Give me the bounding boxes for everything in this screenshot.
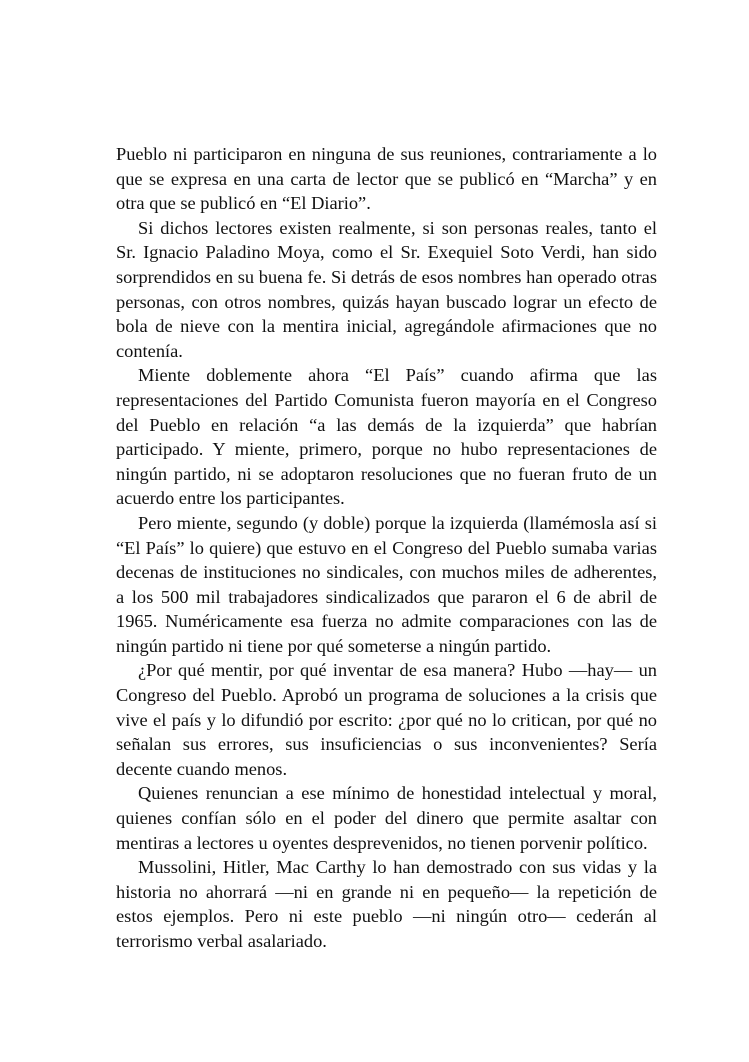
paragraph: Si dichos lectores existen realmente, si son personas reales, tanto el Sr. Ignacio Paladino Moya, como el Sr. Exequiel Soto Verdi, han sido sorprendidos en su buena fe. Si detrás de esos nombres han operado otras personas, con otros nombres, quizás hayan buscado lograr un efecto de bola de nieve con la mentira inicial, agregándole afirmaciones que no contenía. xyxy=(116,217,657,361)
body-text xyxy=(116,142,657,954)
paragraph: Quienes renuncian a ese mínimo de honestidad intelectual y moral, quienes confían sólo en el poder del dinero que permite asaltar con mentiras a lectores u oyentes desprevenidos, no tienen porvenir político. xyxy=(116,783,657,853)
paragraph: ¿Por qué mentir, por qué inventar de esa manera? Hubo —hay— un Congreso del Pueblo. Aprobó un programa de soluciones a la crisis que vive el país y lo difundió por escrito: ¿por qué no lo critican, por qué no señalan sus errores, sus insuficiencias o sus inconvenientes? Sería decente cuando menos. xyxy=(116,660,657,779)
paragraph: Mussolini, Hitler, Mac Carthy lo han demostrado con sus vidas y la historia no ahorrará —ni en grande ni en pequeño— la repetición de estos ejemplos. Pero ni este pueblo —ni ningún otro— cederán al terrorismo verbal asalariado. xyxy=(116,857,657,951)
paragraph-continuation: Pueblo ni participaron en ninguna de sus reuniones, contrariamente a lo que se expresa en una carta de lector que se publicó en “Marcha” y en otra que se publicó en “El Diario”. xyxy=(116,144,657,214)
paragraph: Miente doblemente ahora “El País” cuando afirma que las representaciones del Partido Comunista fueron mayoría en el Congreso del Pueblo en relación “a las demás de la izquierda” que habrían participado. Y miente, primero, porque no hubo representaciones de ningún partido, ni se adoptaron resoluciones que no fueran fruto de un acuerdo entre los participantes. xyxy=(116,365,657,509)
paragraph: Pero miente, segundo (y doble) porque la izquierda (llamémosla así si “El País” lo quiere) que estuvo en el Congreso del Pueblo sumaba varias decenas de instituciones no sindicales, con muchos miles de adherentes, a los 500 mil trabajadores sindicalizados que pararon el 6 de abril de 1965. Numéricamente esa fuerza no admite comparaciones con las de ningún partido ni tiene por qué someterse a ningún partido. xyxy=(116,512,657,656)
